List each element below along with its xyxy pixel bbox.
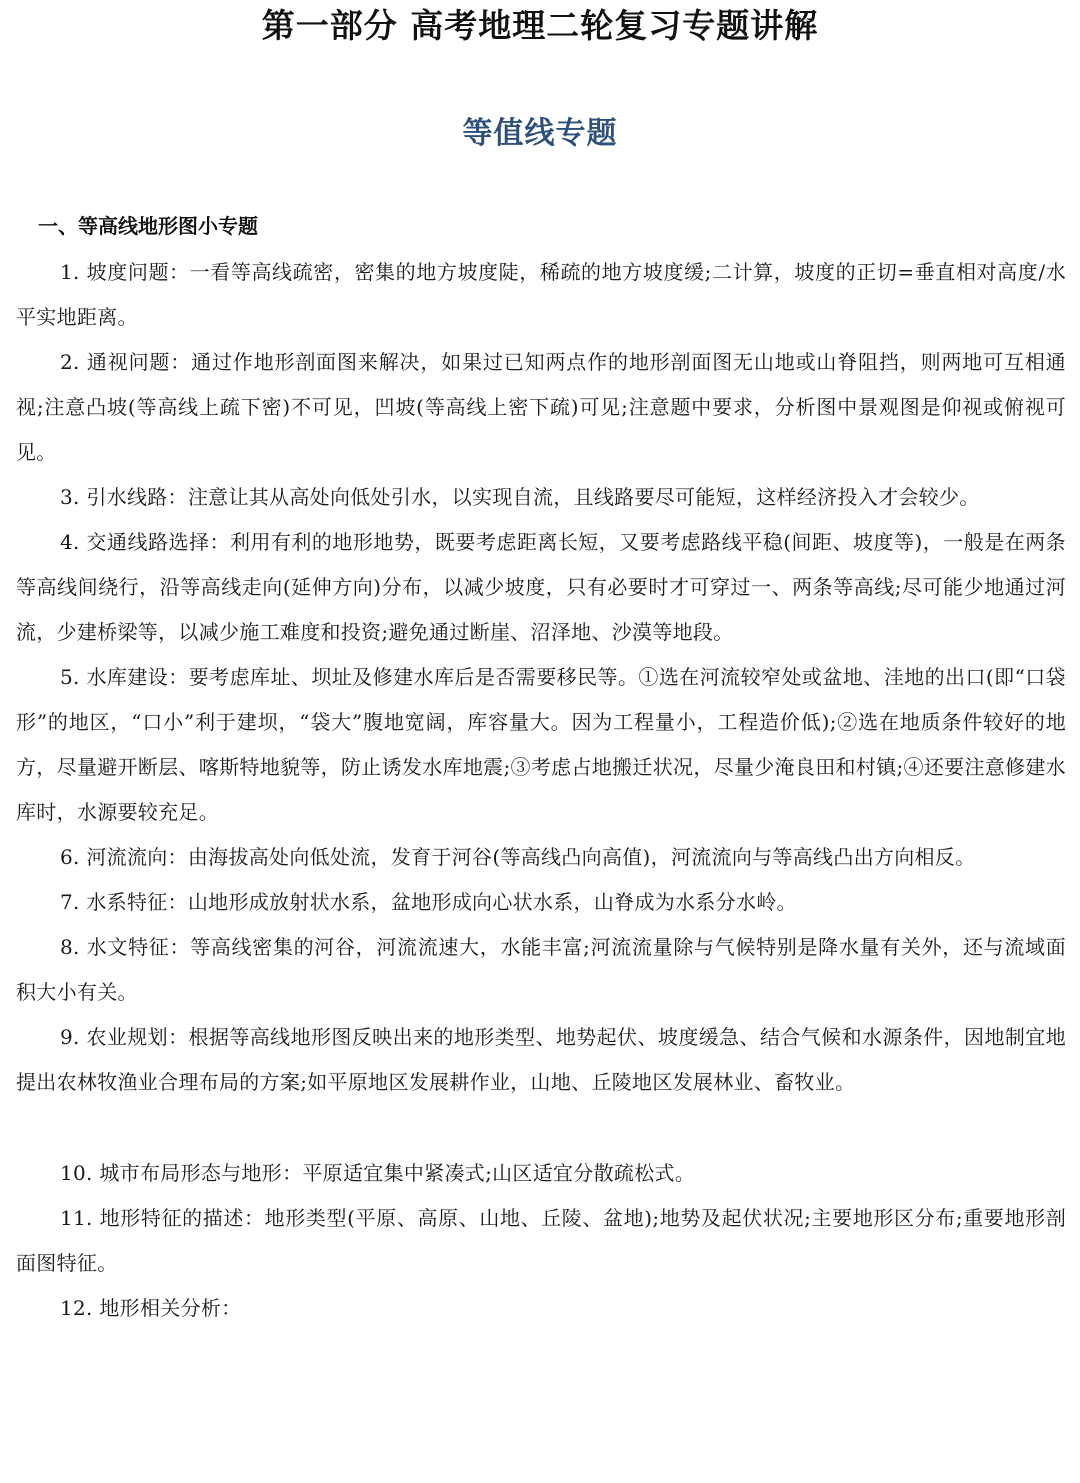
section-heading: 一、等高线地形图小专题 [38,214,258,238]
paragraph-hydrology: 8. 水文特征：等高线密集的河谷，河流流速大，水能丰富;河流流量除与气候特别是降水量有关外，还与流域面积大小有关。 [16,935,1066,1004]
paragraph-water-diversion: 3. 引水线路：注意让其从高处向低处引水，以实现自流，且线路要尽可能短，这样经济投入才会较少。 [60,485,980,509]
paragraph-terrain-analysis: 12. 地形相关分析： [60,1296,242,1320]
paragraph-terrain-description: 11. 地形特征的描述：地形类型(平原、高原、山地、丘陵、盆地);地势及起伏状况;主要地形区分布;重要地形剖面图特征。 [16,1206,1066,1275]
sub-title: 等值线专题 [462,116,618,151]
paragraph-line-of-sight: 2. 通视问题：通过作地形剖面图来解决，如果过已知两点作的地形剖面图无山地或山脊阻挡，则两地可互相通视;注意凸坡(等高线上疏下密)不可见，凹坡(等高线上密下疏)可见;注意题中要求，分析图中景观图是仰视或俯视可见。 [16,350,1066,464]
content-body [16,250,1066,1331]
paragraph-agriculture: 9. 农业规划：根据等高线地形图反映出来的地形类型、地势起伏、坡度缓急、结合气候和水源条件，因地制宜地提出农林牧渔业合理布局的方案;如平原地区发展耕作业，山地、丘陵地区发展林业、畜牧业。 [16,1025,1066,1094]
paragraph-traffic-route: 4. 交通线路选择：利用有利的地形地势，既要考虑距离长短，又要考虑路线平稳(间距、坡度等)，一般是在两条等高线间绕行，沿等高线走向(延伸方向)分布，以减少坡度，只有必要时才可穿过一、两条等高线;尽可能少地通过河流，少建桥梁等，以减少施工难度和投资;避免通过断崖、沼泽地、沙漠等地段。 [16,530,1066,644]
paragraph-city-layout: 10. 城市布局形态与地形：平原适宜集中紧凑式;山区适宜分散疏松式。 [60,1161,696,1185]
paragraph-drainage: 7. 水系特征：山地形成放射状水系，盆地形成向心状水系，山脊成为水系分水岭。 [60,890,797,914]
paragraph-river-flow: 6. 河流流向：由海拔高处向低处流，发育于河谷(等高线凸向高值)，河流流向与等高线凸出方向相反。 [60,845,976,869]
main-title: 第一部分 高考地理二轮复习专题讲解 [261,6,819,45]
paragraph-slope: 1. 坡度问题：一看等高线疏密，密集的地方坡度陡，稀疏的地方坡度缓;二计算，坡度的正切=垂直相对高度/水平实地距离。 [16,260,1066,329]
paragraph-reservoir: 5. 水库建设：要考虑库址、坝址及修建水库后是否需要移民等。①选在河流较窄处或盆地、洼地的出口(即“口袋形”的地区，“口小”利于建坝，“袋大”腹地宽阔，库容量大。因为工程量小，工程造价低);②选在地质条件较好的地方，尽量避开断层、喀斯特地貌等，防止诱发水库地震;③考虑占地搬迁状况，尽量少淹良田和村镇;④还要注意修建水库时，水源要较充足。 [16,665,1066,824]
